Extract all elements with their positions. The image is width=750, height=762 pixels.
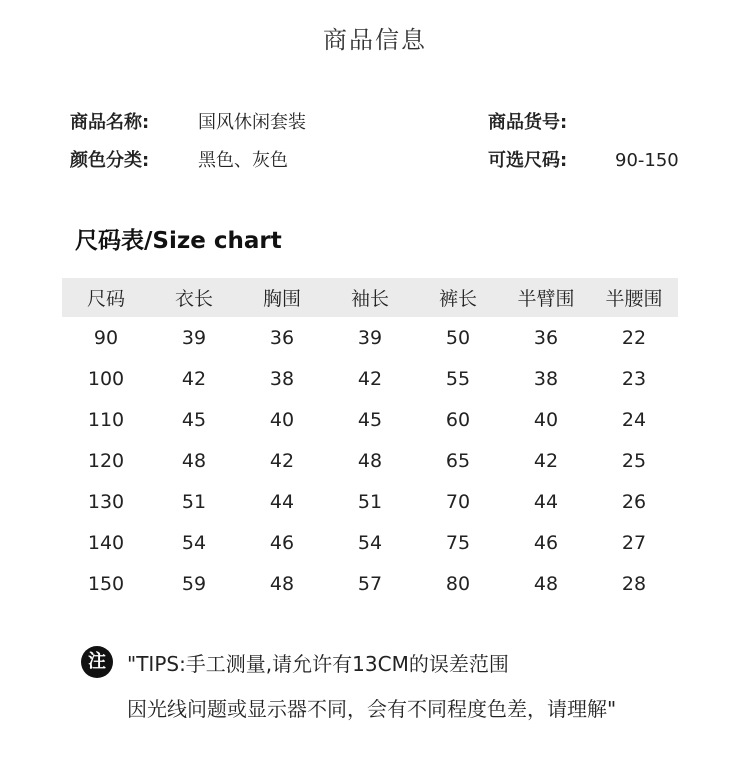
table-cell: 130 (87, 490, 125, 513)
table-cell: 42 (533, 449, 559, 472)
table-row (62, 481, 678, 522)
table-cell: 57 (357, 572, 383, 595)
table-cell: 75 (445, 531, 471, 554)
size-chart-table (62, 278, 678, 604)
table-row (62, 358, 678, 399)
table-cell: 54 (357, 531, 383, 554)
product-color-value: 黑色、灰色 (198, 150, 288, 171)
available-sizes-value: 90-150 (615, 150, 679, 171)
table-cell: 70 (445, 490, 471, 513)
table-cell: 140 (87, 531, 125, 554)
column-header: 胸围 (238, 278, 326, 317)
table-cell: 120 (87, 449, 125, 472)
table-cell: 40 (269, 408, 295, 431)
table-cell: 48 (181, 449, 207, 472)
table-row (62, 399, 678, 440)
table-cell: 46 (269, 531, 295, 554)
product-color-row (70, 149, 370, 173)
table-cell: 48 (269, 572, 295, 595)
table-cell: 50 (445, 326, 471, 349)
column-header: 衣长 (150, 278, 238, 317)
table-cell: 46 (533, 531, 559, 554)
table-cell: 48 (357, 449, 383, 472)
table-row (62, 317, 678, 358)
table-cell: 39 (181, 326, 207, 349)
table-cell: 36 (533, 326, 559, 349)
table-cell: 54 (181, 531, 207, 554)
table-cell: 51 (357, 490, 383, 513)
column-header: 半腰围 (590, 278, 678, 317)
column-header: 尺码 (62, 278, 150, 317)
table-cell: 40 (533, 408, 559, 431)
table-cell: 55 (445, 367, 471, 390)
table-cell: 36 (269, 326, 295, 349)
available-sizes-label: 可选尺码: (488, 150, 568, 171)
table-row (62, 522, 678, 563)
product-name-row (70, 111, 370, 135)
table-cell: 23 (621, 367, 647, 390)
table-cell: 45 (357, 408, 383, 431)
available-sizes-row (488, 149, 708, 173)
item-number-row (488, 111, 708, 135)
table-cell: 24 (621, 408, 647, 431)
product-name-label: 商品名称: (70, 112, 150, 133)
table-cell: 25 (621, 449, 647, 472)
table-cell: 26 (621, 490, 647, 513)
product-name-value: 国风休闲套装 (198, 112, 306, 133)
table-cell: 100 (87, 367, 125, 390)
table-cell: 42 (181, 367, 207, 390)
product-color-label: 颜色分类: (70, 150, 150, 171)
note-line-1: "TIPS:手工测量,请允许有13CM的误差范围 (127, 652, 509, 676)
table-cell: 42 (357, 367, 383, 390)
table-cell: 45 (181, 408, 207, 431)
table-cell: 59 (181, 572, 207, 595)
table-cell: 110 (87, 408, 125, 431)
table-cell: 38 (533, 367, 559, 390)
table-cell: 60 (445, 408, 471, 431)
table-row (62, 563, 678, 604)
table-cell: 27 (621, 531, 647, 554)
note-line-2: 因光线问题或显示器不同，会有不同程度色差，请理解" (127, 697, 617, 721)
table-cell: 42 (269, 449, 295, 472)
table-cell: 28 (621, 572, 647, 595)
table-cell: 150 (87, 572, 125, 595)
table-cell: 39 (357, 326, 383, 349)
table-cell: 48 (533, 572, 559, 595)
column-header: 半臂围 (502, 278, 590, 317)
table-cell: 80 (445, 572, 471, 595)
table-cell: 38 (269, 367, 295, 390)
table-cell: 90 (93, 326, 119, 349)
table-cell: 22 (621, 326, 647, 349)
table-cell: 44 (533, 490, 559, 513)
size-chart-heading: 尺码表/Size chart (75, 228, 282, 254)
column-header: 袖长 (326, 278, 414, 317)
table-cell: 65 (445, 449, 471, 472)
table-cell: 44 (269, 490, 295, 513)
size-chart-header-row (62, 278, 678, 317)
column-header: 裤长 (414, 278, 502, 317)
page-title: 商品信息 (323, 26, 427, 54)
note-badge: 注 (81, 646, 113, 678)
table-row (62, 440, 678, 481)
item-number-label: 商品货号: (488, 112, 568, 133)
table-cell: 51 (181, 490, 207, 513)
